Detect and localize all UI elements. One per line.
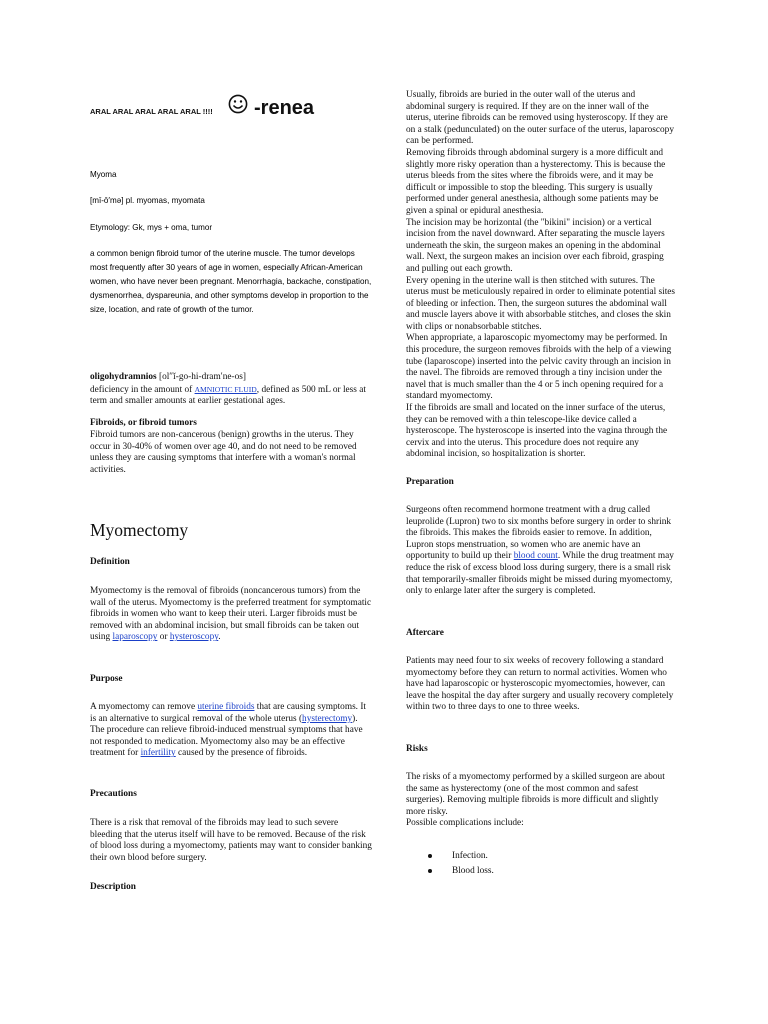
smiley-icon xyxy=(228,94,248,114)
hysteroscopy-link[interactable]: hysteroscopy xyxy=(169,632,219,643)
definition-period: . xyxy=(218,632,221,643)
complications-list xyxy=(428,851,668,881)
oligohydramnios-term: oligohydramnios xyxy=(90,372,157,382)
myoma-definition: a common benign fibroid tumor of the uterine muscle. The tumor develops most frequently after 30 years of age in women, especially African-American women, who have never been pregnant. Menorrhagia, backache, constipation, dysmenorrhea, dyspareunia, and other symptoms develop in proportion to the size, location, and rate of growth of the tumor. xyxy=(90,249,372,314)
oligohydramnios-text-before: deficiency in the amount of xyxy=(90,384,195,395)
complication-blood-loss: Blood loss. xyxy=(452,866,494,876)
oligohydramnios-pron: [ol″ĭ-go-hi-dram′ne-os] xyxy=(158,372,246,382)
oligohydramnios-text-after: , defined as 500 mL or less at term and smaller amounts at earlier gestational ages. xyxy=(90,384,366,407)
amniotic-fluid-link[interactable]: AMNIOTIC FLUID xyxy=(194,384,257,394)
purpose-part-3: ). The procedure can relieve fibroid-induced menstrual symptoms that have not responded to medication. Myomectomy also may be an effective treatment for xyxy=(90,713,363,759)
complication-infection: Infection. xyxy=(452,851,488,861)
laparoscopy-link[interactable]: laparoscopy xyxy=(112,632,158,643)
description-heading: Description xyxy=(90,882,136,892)
fibroids-text: Fibroid tumors are non-cancerous (benign) growths in the uterus. They occur in 30-40% of women over age 40, and do not need to be removed unless they are causing symptoms that interfere with a woman's normal activities. xyxy=(90,430,357,475)
purpose-heading: Purpose xyxy=(90,674,123,684)
description-text: Usually, fibroids are buried in the outer wall of the uterus and abdominal surgery is required. If they are on the inner wall of the uterus, uterine fibroids can be removed using hysteroscopy. If they are on a stalk (pedunculated) on the outer surface of the uterus, laparoscopy can be performed. Removing fibroids through abdominal surgery is a more difficult and slightly more risky operation than a hysterectomy. This is because the uterus bleeds from the sites where the fibroids were, and it may be difficult or impossible to stop the bleeding. This surgery is usually performed under general anesthesia, although some patients may be given a spinal or epidural anesthesia. The incision may be horizontal (the "bikini" incision) or a vertical incision from the navel downward. After separating the muscle layers underneath the skin, the surgeon makes an opening in the abdominal wall. Next, the surgeon makes an incision over each fibroid, grasping and pulling out each growth. Every opening in the uterine wall is then stitched with sutures. The uterus must be meticulously repaired in order to eliminate potential sites of bleeding or infection. Then, the surgeon sutures the abdominal wall and muscle layers above it with absorbable stitches, and closes the skin with clips or nonabsorbable stitches. When appropriate, a laparoscopic myomectomy may be performed. In this procedure, the surgeon removes fibroids with the help of a viewing tube (laparoscope) inserted into the pelvic cavity through an incision in the navel. The fibroids are removed through a tiny incision under the navel that is much smaller than the 4 or 5 inch opening required for a standard myomectomy. If the fibroids are small and located on the inner surface of the uterus, they can be removed with a thin telescope-like device called a hysteroscope. The hysteroscope is inserted into the vagina through the cervix and into the uterus. This procedure does not require any abdominal incision, so hospitalization is shorter. xyxy=(406,90,676,460)
infertility-link[interactable]: infertility xyxy=(140,748,176,759)
aftercare-heading: Aftercare xyxy=(406,628,444,638)
precautions-text: There is a risk that removal of the fibroids may lead to such severe bleeding that the uterus itself will have to be removed. Because of the risk of blood loss during a myomectomy, patients may want to consider banking their own blood before surgery. xyxy=(90,818,372,863)
definition-or: or xyxy=(157,632,170,643)
risks-text: The risks of a myomectomy performed by a skilled surgeon are about the same as hysterectomy (one of the most common and safest surgeries). Removing multiple fibroids is more difficult and slightly more risky. Possible complications include: xyxy=(406,772,665,829)
purpose-part-2: that are causing symptoms. It is an alternative to surgical removal of the whole uterus ( xyxy=(90,702,367,724)
purpose-text xyxy=(90,702,372,760)
preparation-heading: Preparation xyxy=(406,477,454,487)
bullet-icon xyxy=(428,869,432,873)
bullet-icon xyxy=(428,854,432,858)
myoma-pronunciation: [mī-ō′mə] pl. myomas, myomata xyxy=(90,196,205,205)
aftercare-text: Patients may need four to six weeks of recovery following a standard myomectomy before they can return to normal activities. Women who have had laparoscopic or hysteroscopic myomectomies, however, can leave the hospital the day after surgery and usually recovery completely within two to three days to one to three weeks. xyxy=(406,656,674,713)
definition-body: Myomectomy is the removal of fibroids (noncancerous tumors) from the wall of the uterus. Myomectomy is the preferred treatment for symptomatic fibroids in women who want to keep their uteri. Larger fibroids must be removed with an abdominal incision, but small fibroids can be taken out using xyxy=(90,586,372,643)
myomectomy-title: Myomectomy xyxy=(90,520,189,540)
purpose-part-1: A myomectomy can remove xyxy=(90,702,198,712)
preparation-part-1: Surgeons often recommend hormone treatment with a drug called leuprolide (Lupron) two to six months before surgery in order to shrink the fibroids. This makes the fibroids easier to remove. In addition, Lupron stops menstruation, so women who are anemic have an opportunity to build up their xyxy=(406,505,671,562)
preparation-part-2: . While the drug treatment may reduce the risk of excess blood loss during surgery, there is a small risk that temporarily-smaller fibroids might be missed during myomectomy, only to enlarge later after the surgery is completed. xyxy=(406,551,674,597)
fibroids-heading: Fibroids, or fibroid tumors xyxy=(90,418,197,428)
precautions-heading: Precautions xyxy=(90,789,137,799)
list-item xyxy=(428,866,668,881)
renea-text: -renea xyxy=(254,97,315,119)
myoma-term: Myoma xyxy=(90,170,117,179)
oligohydramnios-entry xyxy=(90,372,372,408)
purpose-part-4: caused by the presence of fibroids. xyxy=(175,748,308,759)
preparation-text xyxy=(406,505,676,598)
list-item xyxy=(428,851,668,866)
aral-text: ARAL ARAL ARAL ARAL ARAL !!!! xyxy=(90,107,213,116)
hysterectomy-link[interactable]: hysterectomy xyxy=(302,713,353,724)
uterine-fibroids-link[interactable]: uterine fibroids xyxy=(197,702,255,712)
myoma-etymology: Etymology: Gk, mys + oma, tumor xyxy=(90,223,213,232)
risks-heading: Risks xyxy=(406,744,428,754)
header-line xyxy=(90,94,372,124)
definition-heading: Definition xyxy=(90,557,130,567)
blood-count-link[interactable]: blood count xyxy=(513,551,558,562)
definition-text xyxy=(90,586,372,644)
